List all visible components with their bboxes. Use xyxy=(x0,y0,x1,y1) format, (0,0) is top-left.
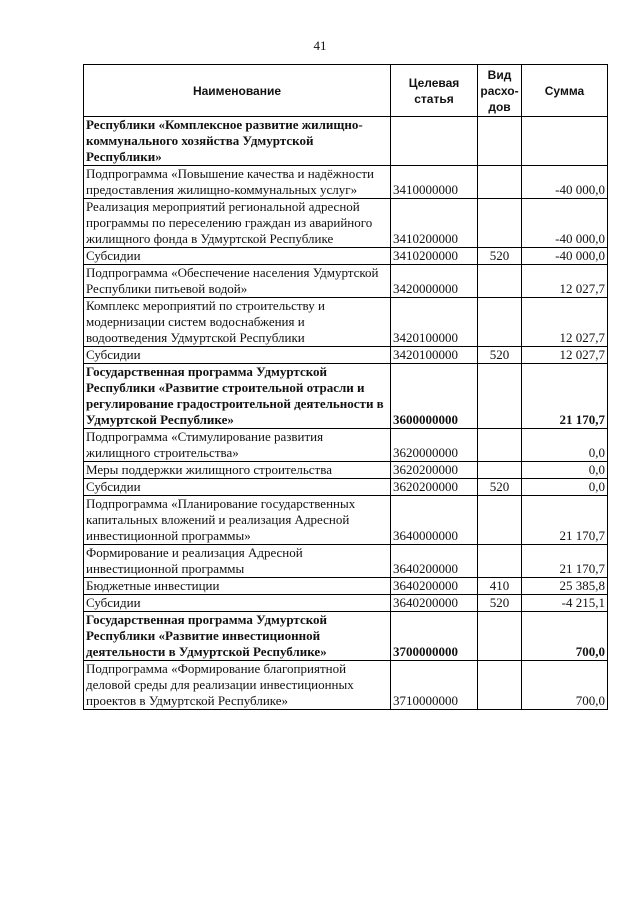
row-sum: -40 000,0 xyxy=(522,166,608,199)
row-code: 3620200000 xyxy=(391,479,478,496)
table-row xyxy=(84,199,608,248)
row-name: Государственная программа Удмуртской Республики «Развитие инвестиционной деятельности в Удмуртской Республике» xyxy=(84,612,391,661)
row-code: 3420100000 xyxy=(391,347,478,364)
row-type: 520 xyxy=(478,479,522,496)
table-row xyxy=(84,479,608,496)
table-row xyxy=(84,661,608,710)
row-sum: 700,0 xyxy=(522,612,608,661)
row-sum: 12 027,7 xyxy=(522,265,608,298)
row-code: 3420100000 xyxy=(391,298,478,347)
row-name: Бюджетные инвестиции xyxy=(84,578,391,595)
row-type xyxy=(478,462,522,479)
row-code: 3600000000 xyxy=(391,364,478,429)
table-row xyxy=(84,545,608,578)
row-code: 3410000000 xyxy=(391,166,478,199)
row-type xyxy=(478,298,522,347)
table-row xyxy=(84,496,608,545)
header-type: Вид расхо-дов xyxy=(478,65,522,117)
row-type: 410 xyxy=(478,578,522,595)
table-row xyxy=(84,595,608,612)
row-code xyxy=(391,117,478,166)
row-name: Республики «Комплексное развитие жилищно-коммунального хозяйства Удмуртской Республики» xyxy=(84,117,391,166)
table-row xyxy=(84,248,608,265)
row-sum: 0,0 xyxy=(522,479,608,496)
row-sum: 12 027,7 xyxy=(522,347,608,364)
row-type xyxy=(478,612,522,661)
row-sum: -4 215,1 xyxy=(522,595,608,612)
row-type xyxy=(478,496,522,545)
row-type xyxy=(478,166,522,199)
row-type xyxy=(478,199,522,248)
row-code: 3710000000 xyxy=(391,661,478,710)
table-row xyxy=(84,364,608,429)
row-type xyxy=(478,364,522,429)
row-code: 3640200000 xyxy=(391,595,478,612)
row-type: 520 xyxy=(478,347,522,364)
row-code: 3700000000 xyxy=(391,612,478,661)
table-body xyxy=(84,117,608,710)
row-type xyxy=(478,265,522,298)
row-sum: 25 385,8 xyxy=(522,578,608,595)
row-type xyxy=(478,429,522,462)
row-code: 3640200000 xyxy=(391,545,478,578)
row-sum: 12 027,7 xyxy=(522,298,608,347)
row-code: 3420000000 xyxy=(391,265,478,298)
row-code: 3640200000 xyxy=(391,578,478,595)
row-type: 520 xyxy=(478,595,522,612)
row-name: Комплекс мероприятий по строительству и модернизации систем водоснабжения и водоотведения Удмуртской Республики xyxy=(84,298,391,347)
table-row xyxy=(84,429,608,462)
row-sum: -40 000,0 xyxy=(522,199,608,248)
row-sum: -40 000,0 xyxy=(522,248,608,265)
row-name: Субсидии xyxy=(84,595,391,612)
row-name: Подпрограмма «Обеспечение населения Удмуртской Республики питьевой водой» xyxy=(84,265,391,298)
row-name: Субсидии xyxy=(84,479,391,496)
table-row xyxy=(84,578,608,595)
table-row xyxy=(84,298,608,347)
row-name: Подпрограмма «Повышение качества и надёжности предоставления жилищно-коммунальных услуг» xyxy=(84,166,391,199)
table-row xyxy=(84,117,608,166)
table-row xyxy=(84,347,608,364)
row-sum: 21 170,7 xyxy=(522,496,608,545)
row-name: Государственная программа Удмуртской Республики «Развитие строительной отрасли и регулирование градостроительной деятельности в Удмуртской Республике» xyxy=(84,364,391,429)
table-row xyxy=(84,612,608,661)
row-name: Субсидии xyxy=(84,347,391,364)
budget-table xyxy=(83,64,608,710)
row-name: Формирование и реализация Адресной инвестиционной программы xyxy=(84,545,391,578)
row-name: Реализация мероприятий региональной адресной программы по переселению граждан из аварийного жилищного фонда в Удмуртской Республике xyxy=(84,199,391,248)
row-type xyxy=(478,661,522,710)
row-sum: 700,0 xyxy=(522,661,608,710)
row-sum xyxy=(522,117,608,166)
row-code: 3620000000 xyxy=(391,429,478,462)
header-code: Целевая статья xyxy=(391,65,478,117)
row-code: 3410200000 xyxy=(391,199,478,248)
table-row xyxy=(84,462,608,479)
row-code: 3640000000 xyxy=(391,496,478,545)
row-code: 3410200000 xyxy=(391,248,478,265)
row-name: Субсидии xyxy=(84,248,391,265)
row-name: Подпрограмма «Стимулирование развития жилищного строительства» xyxy=(84,429,391,462)
row-sum: 0,0 xyxy=(522,429,608,462)
row-type xyxy=(478,545,522,578)
header-name: Наименование xyxy=(84,65,391,117)
row-name: Меры поддержки жилищного строительства xyxy=(84,462,391,479)
row-sum: 0,0 xyxy=(522,462,608,479)
table-header-row xyxy=(84,65,608,117)
page-number: 41 xyxy=(313,38,327,53)
row-type xyxy=(478,117,522,166)
table-row xyxy=(84,166,608,199)
row-sum: 21 170,7 xyxy=(522,545,608,578)
row-name: Подпрограмма «Планирование государственных капитальных вложений и реализация Адресной инвестиционной программы» xyxy=(84,496,391,545)
row-sum: 21 170,7 xyxy=(522,364,608,429)
header-sum: Сумма xyxy=(522,65,608,117)
row-type: 520 xyxy=(478,248,522,265)
row-name: Подпрограмма «Формирование благоприятной деловой среды для реализации инвестиционных проектов в Удмуртской Республике» xyxy=(84,661,391,710)
table-row xyxy=(84,265,608,298)
row-code: 3620200000 xyxy=(391,462,478,479)
